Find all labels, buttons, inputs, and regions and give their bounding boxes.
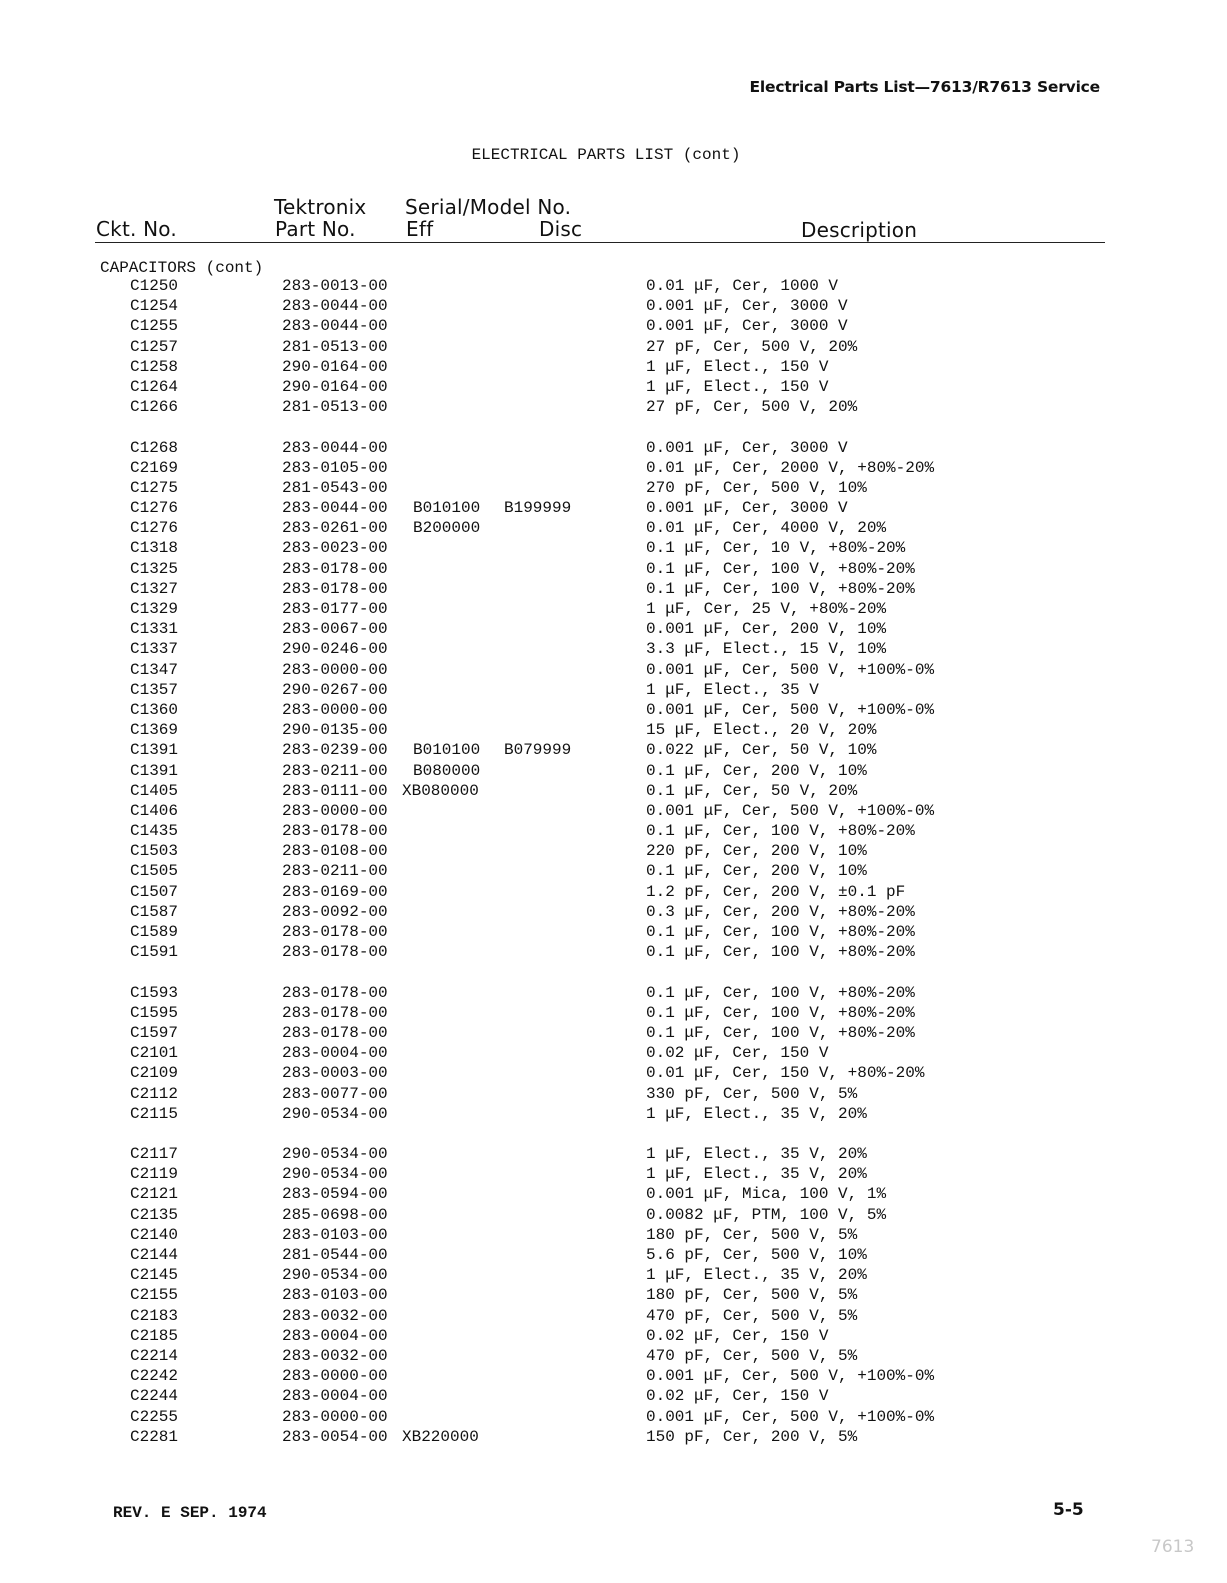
circuit-number: C2242 bbox=[130, 1367, 179, 1386]
part-number: 283-0054-00 bbox=[282, 1427, 388, 1446]
circuit-number: C2121 bbox=[130, 1185, 179, 1204]
circuit-number: C1337 bbox=[130, 640, 179, 659]
part-description: 1 μF, Elect., 35 V bbox=[646, 680, 819, 699]
circuit-number: C1254 bbox=[130, 297, 179, 316]
circuit-number: C2183 bbox=[130, 1306, 179, 1325]
circuit-number: C2112 bbox=[130, 1084, 179, 1103]
part-number: 290-0135-00 bbox=[282, 721, 388, 740]
table-row bbox=[0, 1023, 1227, 1043]
part-number: 283-0000-00 bbox=[282, 660, 388, 679]
circuit-number: C2169 bbox=[130, 458, 179, 477]
part-description: 0.1 μF, Cer, 50 V, 20% bbox=[646, 781, 858, 800]
table-row bbox=[0, 983, 1227, 1003]
circuit-number: C1250 bbox=[130, 277, 179, 295]
part-description: 0.1 μF, Cer, 100 V, +80%-20% bbox=[646, 579, 915, 598]
table-row bbox=[0, 720, 1227, 740]
part-number: 283-0178-00 bbox=[282, 559, 388, 578]
circuit-number: C1435 bbox=[130, 822, 179, 841]
part-number: 283-0013-00 bbox=[282, 277, 388, 295]
parts-table bbox=[0, 276, 1227, 1447]
table-row bbox=[0, 518, 1227, 538]
part-description: 0.1 μF, Cer, 100 V, +80%-20% bbox=[646, 983, 915, 1002]
table-row bbox=[0, 357, 1227, 377]
table-row bbox=[0, 599, 1227, 619]
part-description: 0.1 μF, Cer, 200 V, 10% bbox=[646, 862, 867, 881]
circuit-number: C1595 bbox=[130, 1003, 179, 1022]
part-description: 0.1 μF, Cer, 100 V, +80%-20% bbox=[646, 1023, 915, 1042]
circuit-number: C2185 bbox=[130, 1326, 179, 1345]
column-header-eff: Eff bbox=[406, 217, 434, 241]
table-row bbox=[0, 821, 1227, 841]
table-row bbox=[0, 337, 1227, 357]
part-description: 0.01 μF, Cer, 4000 V, 20% bbox=[646, 519, 887, 538]
column-header-part-no: Part No. bbox=[275, 217, 356, 241]
circuit-number: C1255 bbox=[130, 317, 179, 336]
part-description: 1 μF, Elect., 150 V bbox=[646, 357, 829, 376]
part-description: 270 pF, Cer, 500 V, 10% bbox=[646, 478, 867, 497]
revision-note: REV. E SEP. 1974 bbox=[113, 1504, 267, 1522]
part-description: 150 pF, Cer, 200 V, 5% bbox=[646, 1427, 858, 1446]
circuit-number: C1318 bbox=[130, 539, 179, 558]
part-number: 283-0103-00 bbox=[282, 1286, 388, 1305]
circuit-number: C2119 bbox=[130, 1165, 179, 1184]
table-row bbox=[0, 1306, 1227, 1326]
circuit-number: C1325 bbox=[130, 559, 179, 578]
serial-effective: B010100 bbox=[413, 741, 481, 760]
part-number: 283-0111-00 bbox=[282, 781, 388, 800]
circuit-number: C1276 bbox=[130, 499, 179, 518]
circuit-number: C1268 bbox=[130, 438, 179, 457]
circuit-number: C1507 bbox=[130, 882, 179, 901]
part-number: 290-0246-00 bbox=[282, 640, 388, 659]
serial-discontinued: B079999 bbox=[504, 741, 572, 760]
part-description: 0.02 μF, Cer, 150 V bbox=[646, 1387, 829, 1406]
part-description: 0.0082 μF, PTM, 100 V, 5% bbox=[646, 1205, 887, 1224]
table-row bbox=[0, 1164, 1227, 1184]
circuit-number: C2214 bbox=[130, 1346, 179, 1365]
part-description: 0.02 μF, Cer, 150 V bbox=[646, 1326, 829, 1345]
part-description: 3.3 μF, Elect., 15 V, 10% bbox=[646, 640, 887, 659]
circuit-number: C1597 bbox=[130, 1023, 179, 1042]
circuit-number: C2281 bbox=[130, 1427, 179, 1446]
table-row bbox=[0, 1104, 1227, 1124]
part-description: 220 pF, Cer, 200 V, 10% bbox=[646, 842, 867, 861]
part-number: 290-0534-00 bbox=[282, 1165, 388, 1184]
part-description: 330 pF, Cer, 500 V, 5% bbox=[646, 1084, 858, 1103]
table-row bbox=[0, 296, 1227, 316]
page-title: ELECTRICAL PARTS LIST (cont) bbox=[471, 146, 741, 164]
table-row bbox=[0, 619, 1227, 639]
part-description: 0.001 μF, Cer, 500 V, +100%-0% bbox=[646, 700, 935, 719]
column-header-ckt-no: Ckt. No. bbox=[96, 217, 177, 241]
table-row bbox=[0, 1407, 1227, 1427]
part-number: 283-0000-00 bbox=[282, 700, 388, 719]
table-row bbox=[0, 1386, 1227, 1406]
part-description: 0.1 μF, Cer, 100 V, +80%-20% bbox=[646, 923, 915, 941]
circuit-number: C1405 bbox=[130, 781, 179, 800]
table-row bbox=[0, 1326, 1227, 1346]
part-number: 283-0044-00 bbox=[282, 438, 388, 457]
part-description: 0.01 μF, Cer, 1000 V bbox=[646, 277, 839, 295]
part-number: 283-0032-00 bbox=[282, 1346, 388, 1365]
table-row bbox=[0, 1184, 1227, 1204]
part-number: 281-0543-00 bbox=[282, 478, 388, 497]
table-row bbox=[0, 316, 1227, 336]
table-row bbox=[0, 579, 1227, 599]
table-row bbox=[0, 639, 1227, 659]
part-description: 0.001 μF, Cer, 500 V, +100%-0% bbox=[646, 1367, 935, 1386]
circuit-number: C2101 bbox=[130, 1044, 179, 1063]
table-row bbox=[0, 1285, 1227, 1305]
circuit-number: C1406 bbox=[130, 801, 179, 820]
part-description: 0.3 μF, Cer, 200 V, +80%-20% bbox=[646, 902, 915, 921]
table-row bbox=[0, 1205, 1227, 1225]
table-row bbox=[0, 438, 1227, 458]
table-row bbox=[0, 801, 1227, 821]
part-number: 283-0261-00 bbox=[282, 519, 388, 538]
circuit-number: C1589 bbox=[130, 923, 179, 941]
part-description: 0.001 μF, Cer, 500 V, +100%-0% bbox=[646, 801, 935, 820]
part-number: 283-0177-00 bbox=[282, 600, 388, 618]
column-header-description: Description bbox=[801, 218, 918, 242]
part-number: 283-0092-00 bbox=[282, 902, 388, 921]
table-row bbox=[0, 1427, 1227, 1447]
table-row bbox=[0, 902, 1227, 922]
table-row bbox=[0, 559, 1227, 579]
part-number: 283-0004-00 bbox=[282, 1326, 388, 1345]
part-number: 283-0105-00 bbox=[282, 458, 388, 477]
table-row bbox=[0, 1063, 1227, 1083]
part-number: 290-0534-00 bbox=[282, 1266, 388, 1285]
header-divider bbox=[95, 242, 1105, 243]
serial-discontinued: B199999 bbox=[504, 499, 572, 518]
part-number: 283-0003-00 bbox=[282, 1064, 388, 1083]
part-description: 0.001 μF, Cer, 500 V, +100%-0% bbox=[646, 1407, 935, 1426]
part-description: 0.001 μF, Cer, 3000 V bbox=[646, 297, 848, 316]
circuit-number: C1591 bbox=[130, 943, 179, 962]
table-row bbox=[0, 680, 1227, 700]
circuit-number: C2109 bbox=[130, 1064, 179, 1083]
section-label: CAPACITORS (cont) bbox=[100, 259, 264, 277]
serial-effective: B200000 bbox=[413, 519, 481, 538]
part-number: 283-0004-00 bbox=[282, 1387, 388, 1406]
part-description: 0.001 μF, Cer, 500 V, +100%-0% bbox=[646, 660, 935, 679]
circuit-number: C2135 bbox=[130, 1205, 179, 1224]
part-description: 0.02 μF, Cer, 150 V bbox=[646, 1044, 829, 1063]
column-header-disc: Disc bbox=[539, 217, 583, 241]
part-description: 0.001 μF, Cer, 3000 V bbox=[646, 499, 848, 518]
part-number: 283-0023-00 bbox=[282, 539, 388, 558]
part-number: 290-0267-00 bbox=[282, 680, 388, 699]
table-row bbox=[0, 861, 1227, 881]
table-row bbox=[0, 498, 1227, 518]
part-number: 283-0103-00 bbox=[282, 1225, 388, 1244]
serial-effective: B010100 bbox=[413, 499, 481, 518]
table-row bbox=[0, 761, 1227, 781]
table-row bbox=[0, 882, 1227, 902]
circuit-number: C1587 bbox=[130, 902, 179, 921]
table-row bbox=[0, 1003, 1227, 1023]
circuit-number: C2144 bbox=[130, 1246, 179, 1264]
part-number: 290-0534-00 bbox=[282, 1145, 388, 1164]
part-number: 283-0594-00 bbox=[282, 1185, 388, 1204]
circuit-number: C1391 bbox=[130, 741, 179, 760]
part-number: 283-0169-00 bbox=[282, 882, 388, 901]
circuit-number: C1327 bbox=[130, 579, 179, 598]
column-header-tektronix: Tektronix bbox=[274, 195, 367, 219]
circuit-number: C1360 bbox=[130, 700, 179, 719]
table-row bbox=[0, 942, 1227, 962]
part-number: 283-0178-00 bbox=[282, 822, 388, 841]
watermark: 7613 bbox=[1151, 1537, 1195, 1557]
table-row bbox=[0, 276, 1227, 296]
circuit-number: C1264 bbox=[130, 377, 179, 396]
part-description: 5.6 pF, Cer, 500 V, 10% bbox=[646, 1246, 867, 1264]
part-number: 283-0211-00 bbox=[282, 862, 388, 881]
part-number: 283-0067-00 bbox=[282, 620, 388, 639]
part-description: 15 μF, Elect., 20 V, 20% bbox=[646, 721, 877, 740]
part-number: 283-0211-00 bbox=[282, 761, 388, 780]
circuit-number: C1258 bbox=[130, 357, 179, 376]
circuit-number: C2117 bbox=[130, 1145, 179, 1164]
part-description: 1 μF, Elect., 35 V, 20% bbox=[646, 1165, 867, 1184]
part-description: 0.1 μF, Cer, 10 V, +80%-20% bbox=[646, 539, 906, 558]
table-row bbox=[0, 538, 1227, 558]
part-number: 283-0032-00 bbox=[282, 1306, 388, 1325]
part-description: 1 μF, Elect., 35 V, 20% bbox=[646, 1104, 867, 1123]
part-number: 281-0513-00 bbox=[282, 398, 388, 417]
part-number: 283-0239-00 bbox=[282, 741, 388, 760]
circuit-number: C1503 bbox=[130, 842, 179, 861]
table-row bbox=[0, 700, 1227, 720]
table-row bbox=[0, 377, 1227, 397]
part-number: 283-0077-00 bbox=[282, 1084, 388, 1103]
circuit-number: C1331 bbox=[130, 620, 179, 639]
part-description: 0.1 μF, Cer, 100 V, +80%-20% bbox=[646, 822, 915, 841]
running-header: Electrical Parts List—7613/R7613 Service bbox=[749, 78, 1100, 96]
part-number: 283-0178-00 bbox=[282, 1023, 388, 1042]
part-number: 283-0178-00 bbox=[282, 983, 388, 1002]
part-description: 0.1 μF, Cer, 200 V, 10% bbox=[646, 761, 867, 780]
serial-effective: XB220000 bbox=[402, 1427, 479, 1446]
circuit-number: C2115 bbox=[130, 1104, 179, 1123]
circuit-number: C1369 bbox=[130, 721, 179, 740]
circuit-number: C1505 bbox=[130, 862, 179, 881]
serial-effective: XB080000 bbox=[402, 781, 479, 800]
circuit-number: C2145 bbox=[130, 1266, 179, 1285]
table-row bbox=[0, 397, 1227, 417]
table-row bbox=[0, 478, 1227, 498]
part-description: 0.01 μF, Cer, 2000 V, +80%-20% bbox=[646, 458, 935, 477]
table-row bbox=[0, 1346, 1227, 1366]
part-number: 283-0178-00 bbox=[282, 1003, 388, 1022]
part-number: 290-0534-00 bbox=[282, 1104, 388, 1123]
page-number: 5-5 bbox=[1053, 1500, 1084, 1520]
circuit-number: C2155 bbox=[130, 1286, 179, 1305]
part-description: 0.1 μF, Cer, 100 V, +80%-20% bbox=[646, 559, 915, 578]
table-row bbox=[0, 1043, 1227, 1063]
part-description: 0.001 μF, Cer, 3000 V bbox=[646, 438, 848, 457]
table-row bbox=[0, 781, 1227, 801]
part-description: 0.1 μF, Cer, 100 V, +80%-20% bbox=[646, 943, 915, 962]
part-description: 0.001 μF, Mica, 100 V, 1% bbox=[646, 1185, 887, 1204]
circuit-number: C1357 bbox=[130, 680, 179, 699]
table-row bbox=[0, 1265, 1227, 1285]
part-description: 180 pF, Cer, 500 V, 5% bbox=[646, 1286, 858, 1305]
part-description: 0.1 μF, Cer, 100 V, +80%-20% bbox=[646, 1003, 915, 1022]
part-description: 0.022 μF, Cer, 50 V, 10% bbox=[646, 741, 877, 760]
part-description: 27 pF, Cer, 500 V, 20% bbox=[646, 337, 858, 356]
circuit-number: C2140 bbox=[130, 1225, 179, 1244]
table-row bbox=[0, 922, 1227, 942]
circuit-number: C1329 bbox=[130, 600, 179, 618]
part-number: 283-0000-00 bbox=[282, 1367, 388, 1386]
table-row bbox=[0, 1366, 1227, 1386]
part-description: 0.01 μF, Cer, 150 V, +80%-20% bbox=[646, 1064, 925, 1083]
part-number: 283-0044-00 bbox=[282, 317, 388, 336]
circuit-number: C1275 bbox=[130, 478, 179, 497]
circuit-number: C2255 bbox=[130, 1407, 179, 1426]
table-row bbox=[0, 1144, 1227, 1164]
part-number: 281-0544-00 bbox=[282, 1246, 388, 1264]
table-row bbox=[0, 740, 1227, 760]
part-number: 290-0164-00 bbox=[282, 377, 388, 396]
part-number: 283-0178-00 bbox=[282, 943, 388, 962]
part-description: 1 μF, Elect., 35 V, 20% bbox=[646, 1266, 867, 1285]
part-number: 283-0178-00 bbox=[282, 579, 388, 598]
part-number: 283-0000-00 bbox=[282, 801, 388, 820]
part-number: 283-0108-00 bbox=[282, 842, 388, 861]
part-number: 283-0000-00 bbox=[282, 1407, 388, 1426]
column-header-serial-model: Serial/Model No. bbox=[405, 195, 572, 219]
circuit-number: C1276 bbox=[130, 519, 179, 538]
part-number: 290-0164-00 bbox=[282, 357, 388, 376]
part-number: 283-0044-00 bbox=[282, 499, 388, 518]
part-description: 470 pF, Cer, 500 V, 5% bbox=[646, 1346, 858, 1365]
table-row bbox=[0, 660, 1227, 680]
table-row bbox=[0, 841, 1227, 861]
part-number: 283-0044-00 bbox=[282, 297, 388, 316]
part-description: 1 μF, Elect., 150 V bbox=[646, 377, 829, 396]
circuit-number: C1593 bbox=[130, 983, 179, 1002]
part-description: 1 μF, Cer, 25 V, +80%-20% bbox=[646, 600, 887, 618]
part-number: 281-0513-00 bbox=[282, 337, 388, 356]
table-row bbox=[0, 1225, 1227, 1245]
part-number: 285-0698-00 bbox=[282, 1205, 388, 1224]
table-row bbox=[0, 1084, 1227, 1104]
part-number: 283-0178-00 bbox=[282, 923, 388, 941]
part-description: 27 pF, Cer, 500 V, 20% bbox=[646, 398, 858, 417]
part-description: 1 μF, Elect., 35 V, 20% bbox=[646, 1145, 867, 1164]
circuit-number: C1391 bbox=[130, 761, 179, 780]
table-row bbox=[0, 1245, 1227, 1265]
circuit-number: C1266 bbox=[130, 398, 179, 417]
serial-effective: B080000 bbox=[413, 761, 481, 780]
part-number: 283-0004-00 bbox=[282, 1044, 388, 1063]
part-description: 0.001 μF, Cer, 200 V, 10% bbox=[646, 620, 887, 639]
part-description: 180 pF, Cer, 500 V, 5% bbox=[646, 1225, 858, 1244]
circuit-number: C1257 bbox=[130, 337, 179, 356]
part-description: 0.001 μF, Cer, 3000 V bbox=[646, 317, 848, 336]
part-description: 1.2 pF, Cer, 200 V, ±0.1 pF bbox=[646, 882, 906, 901]
table-row bbox=[0, 458, 1227, 478]
part-description: 470 pF, Cer, 500 V, 5% bbox=[646, 1306, 858, 1325]
circuit-number: C1347 bbox=[130, 660, 179, 679]
circuit-number: C2244 bbox=[130, 1387, 179, 1406]
